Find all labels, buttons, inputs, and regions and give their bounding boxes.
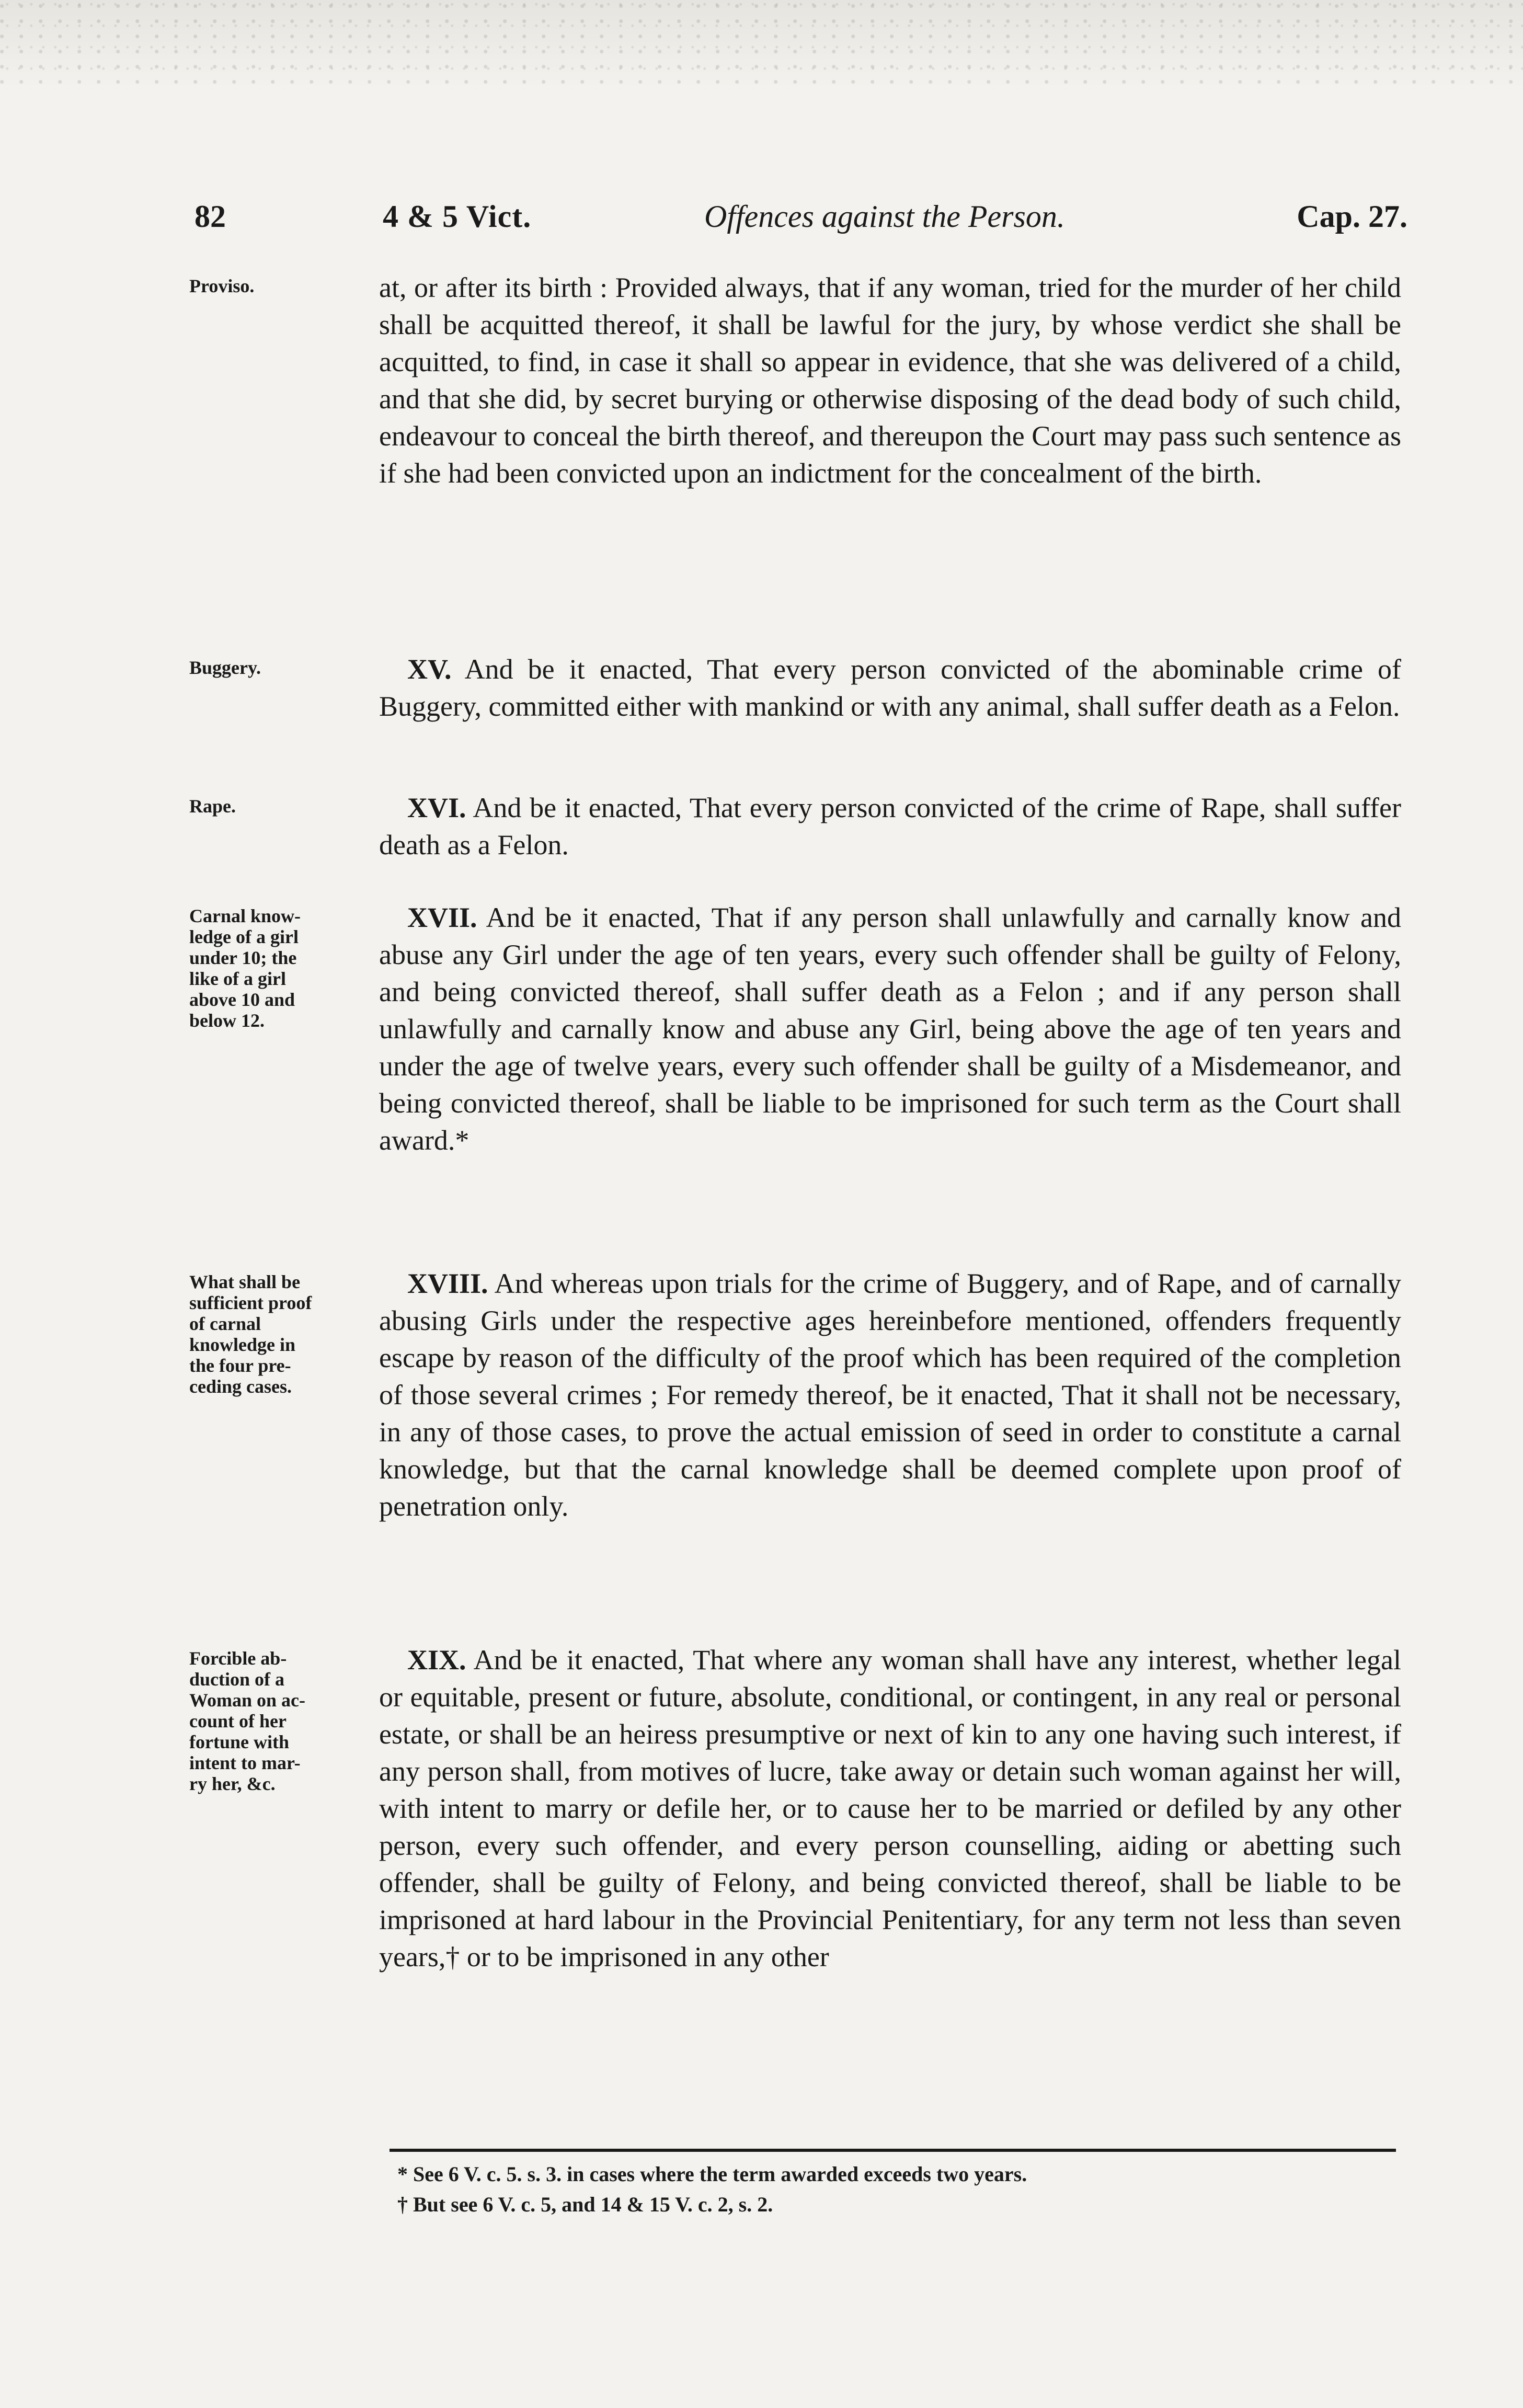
section-number: XV. [407,653,452,685]
section-number: XVII. [407,902,477,933]
section-body [379,789,1401,864]
section-text: at, or after its birth : Provided always, that if any woman, tried for the murder of her child shall be acquitted thereof, it shall be lawful for the jury, by whose verdict she shall be acquitted, to find, in case it shall so appear in evidence, that she was delivered of a child, and that she did, by secret burying or otherwise disposing of the dead body of such child, endeavour to conceal the birth thereof, and thereupon the Court may pass such sentence as if she had been convicted upon an indictment for the concealment of the birth. [379,272,1401,489]
margin-note: Carnal know- ledge of a girl under 10; the like of a girl above 10 and below 12. [189,905,301,1031]
running-title: Offences against the Person. [704,199,1065,234]
section-text: And be it enacted, That every person convicted of the crime of Rape, shall suffer death as a Felon. [379,792,1401,861]
section-body [379,899,1401,1159]
section-body [379,651,1401,725]
section-text: And be it enacted, That if any person shall unlawfully and carnally know and abuse any Girl under the age of ten years, every such offender shall be guilty of Felony, and being convicted thereof, shall suffer death as a Felon ; and if any person shall unlawfully and carnally know and abuse any Girl, being above the age of ten years and under the age of twelve years, every such offender shall be guilty of a Misdemeanor, and being convicted thereof, shall be liable to be imprisoned for such term as the Court shall award.* [379,902,1401,1156]
section-body [379,1265,1401,1525]
margin-note: Proviso. [189,276,255,296]
margin-note: Buggery. [189,657,261,678]
footnote: † But see 6 V. c. 5, and 14 & 15 V. c. 2, s. 2. [397,2193,773,2216]
section-number: XVI. [407,792,466,823]
margin-note: Rape. [189,796,236,817]
page-edge-texture [0,0,1523,89]
chapter-number: Cap. 27. [1297,199,1407,234]
footnote: * See 6 V. c. 5. s. 3. in cases where the term awarded exceeds two years. [397,2162,1027,2186]
footnotes [397,2159,1391,2220]
margin-note: What shall be sufficient proof of carnal knowledge in the four pre- ceding cases. [189,1271,312,1397]
running-header [194,199,1407,246]
section-text: And be it enacted, That where any woman shall have any interest, whether legal or equitable, present or future, absolute, conditional, or contingent, in any real or personal estate, or shall be an heiress presumptive or next of kin to any one having such interest, if any person shall, from motives of lucre, take away or detain such woman against her will, with intent to marry or defile her, or to cause her to be married or defiled by any other person, every such offender, and every person counselling, aiding or abetting such offender, shall be guilty of Felony, and being convicted thereof, shall be liable to be imprisoned at hard labour in the Provincial Penitentiary, for any term not less than seven years,† or to be imprisoned in any other [379,1644,1401,1973]
section-number: XVIII. [407,1268,488,1299]
section-text: And be it enacted, That every person convicted of the abominable crime of Buggery, committed either with mankind or with any animal, shall suffer death as a Felon. [379,653,1401,722]
page-number: 82 [194,199,226,234]
section-number: XIX. [407,1644,466,1676]
margin-note: Forcible ab- duction of a Woman on ac- count of her fortune with intent to mar- ry her, &c. [189,1648,306,1794]
section-text: And whereas upon trials for the crime of Buggery, and of Rape, and of carnally abusing Girls under the respective ages hereinbefore mentioned, offenders frequently escape by reason of the difficulty of the proof which has been required of the completion of those several crimes ; For remedy thereof, be it enacted, That it shall not be necessary, in any of those cases, to prove the actual emission of seed in order to constitute a carnal knowledge, but that the carnal knowledge shall be deemed complete upon proof of penetration only. [379,1268,1401,1522]
footnote-rule [390,2149,1396,2152]
section-body [379,1642,1401,1976]
act-reference: 4 & 5 Vict. [383,199,532,234]
section-body [379,269,1401,492]
